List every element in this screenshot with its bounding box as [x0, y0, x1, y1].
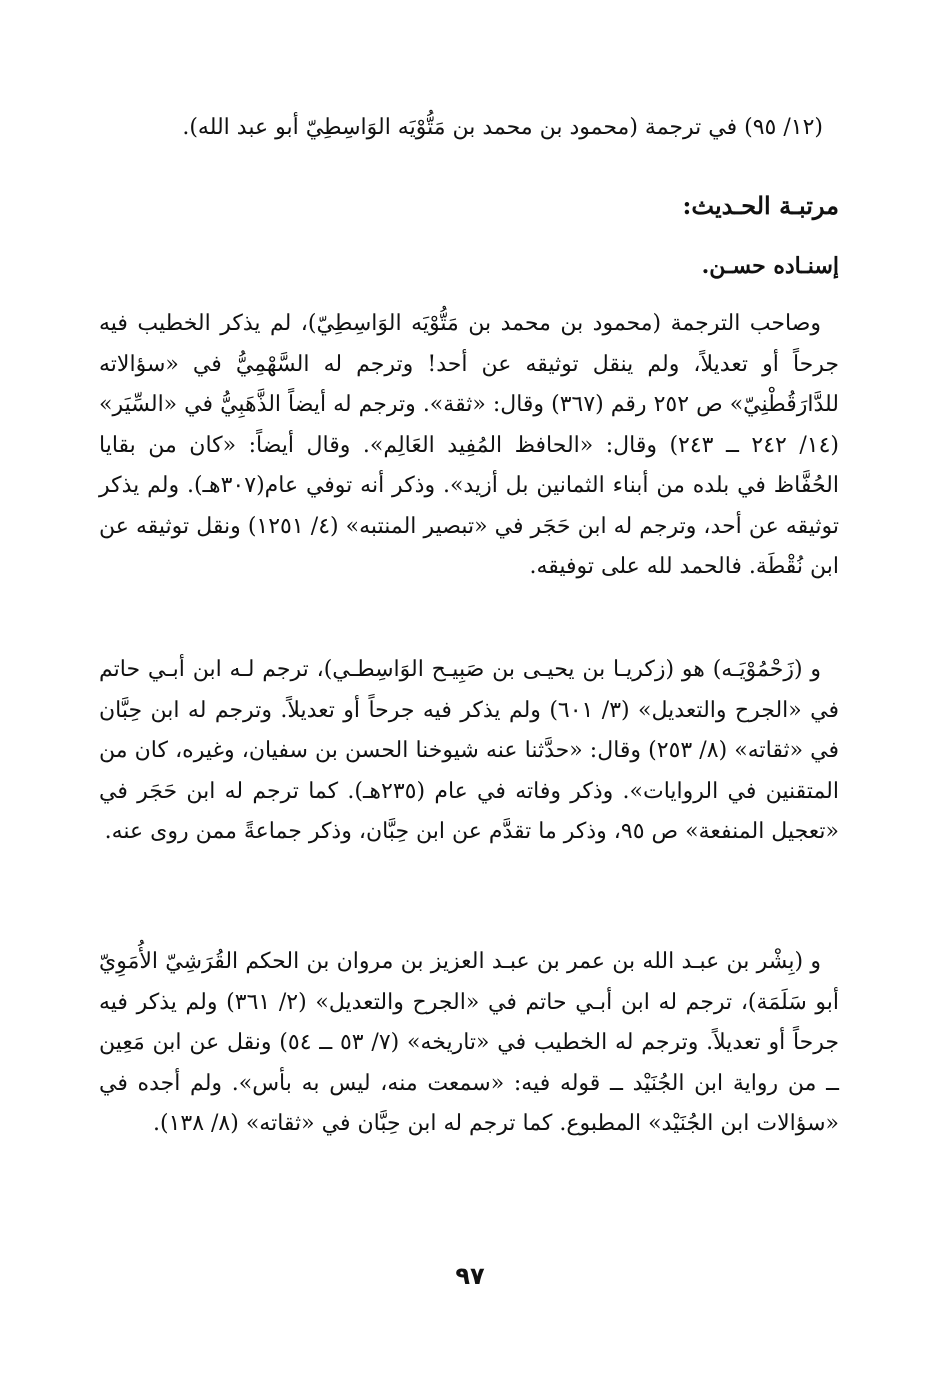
paragraph-2 — [99, 650, 839, 853]
header-line: (١٢/ ٩٥) في ترجمة (محمود بن محمد بن مَتُّوْيَه الوَاسِطِيّ أبو عبد الله). — [182, 115, 823, 140]
page-number: ٩٧ — [455, 1262, 485, 1290]
paragraph-1 — [99, 304, 839, 588]
paragraph-1-text: وصاحب الترجمة (محمود بن محمد بن مَتُّوْيَه الوَاسِطِيّ)، لم يذكر الخطيب فيه جرحاً أو تعديلاً، ولم ينقل توثيقه عن أحد! وترجم له السَّهْمِيُّ في «سؤالاته للدَّارَقُطْنِيّ» ص ٢٥٢ رقم (٣٦٧) وقال: «ثقة». وترجم له أيضاً الذَّهَبِيُّ في «السِّيَر» (١٤/ ٢٤٢ ــ ٢٤٣) وقال: «الحافظ المُفِيد العَالِم». وقال أيضاً: «كان من بقايا الحُفَّاظ في بلده من أبناء الثمانين بل أزيد». وذكر أنه توفي عام(٣٠٧هـ). ولم يذكر توثيقه عن أحد، وترجم له ابن حَجَر في «تبصير المنتبه» (٤/ ١٢٥١) ونقل توثيقه عن ابن نُقْطَة. فالحمد لله على توفيقه. — [99, 311, 840, 579]
section-heading: مرتبـة الحـديث: — [682, 191, 839, 220]
paragraph-2-text: و (زَحْمُوْيَـه) هو (زكريـا بن يحيـى بن صَبِيـح الوَاسِطـي)، ترجم لـه ابن أبـي حاتم في «الجرح والتعديل» (٣/ ٦٠١) ولم يذكر فيه جرحاً أو تعديلاً. وترجم له ابن حِبَّان في «ثقاته» (٨/ ٢٥٣) وقال: «حدَّثنا عنه شيوخنا الحسن بن سفيان، وغيره، كان من المتقنين في الروايات». وذكر وفاته في عام (٢٣٥هـ). كما ترجم له ابن حَجَر في «تعجيل المنفعة» ص ٩٥، وذكر ما تقدَّم عن ابن حِبَّان، وذكر جماعةً ممن روى عنه. — [99, 657, 840, 844]
paragraph-3-text: و (بِشْر بن عبـد الله بن عمر بن عبـد العزيز بن مروان بن الحكم القُرَشِيّ الأُمَوِيّ أبو سَلَمَة)، ترجم له ابن أبـي حاتم في «الجرح والتعديل» (٢/ ٣٦١) ولم يذكر فيه جرحاً أو تعديلاً. وترجم له الخطيب في «تاريخه» (٧/ ٥٣ ــ ٥٤) ونقل عن ابن مَعِين ــ من رواية ابن الجُنَيْد ــ قوله فيه: «سمعت منه، ليس به بأس». ولم أجده في «سؤالات ابن الجُنَيْد» المطبوع. كما ترجم له ابن حِبَّان في «ثقاته» (٨/ ١٣٨). — [99, 949, 840, 1136]
isnad-grade: إسنـاده حسـن. — [701, 253, 839, 279]
paragraph-3 — [99, 942, 839, 1145]
